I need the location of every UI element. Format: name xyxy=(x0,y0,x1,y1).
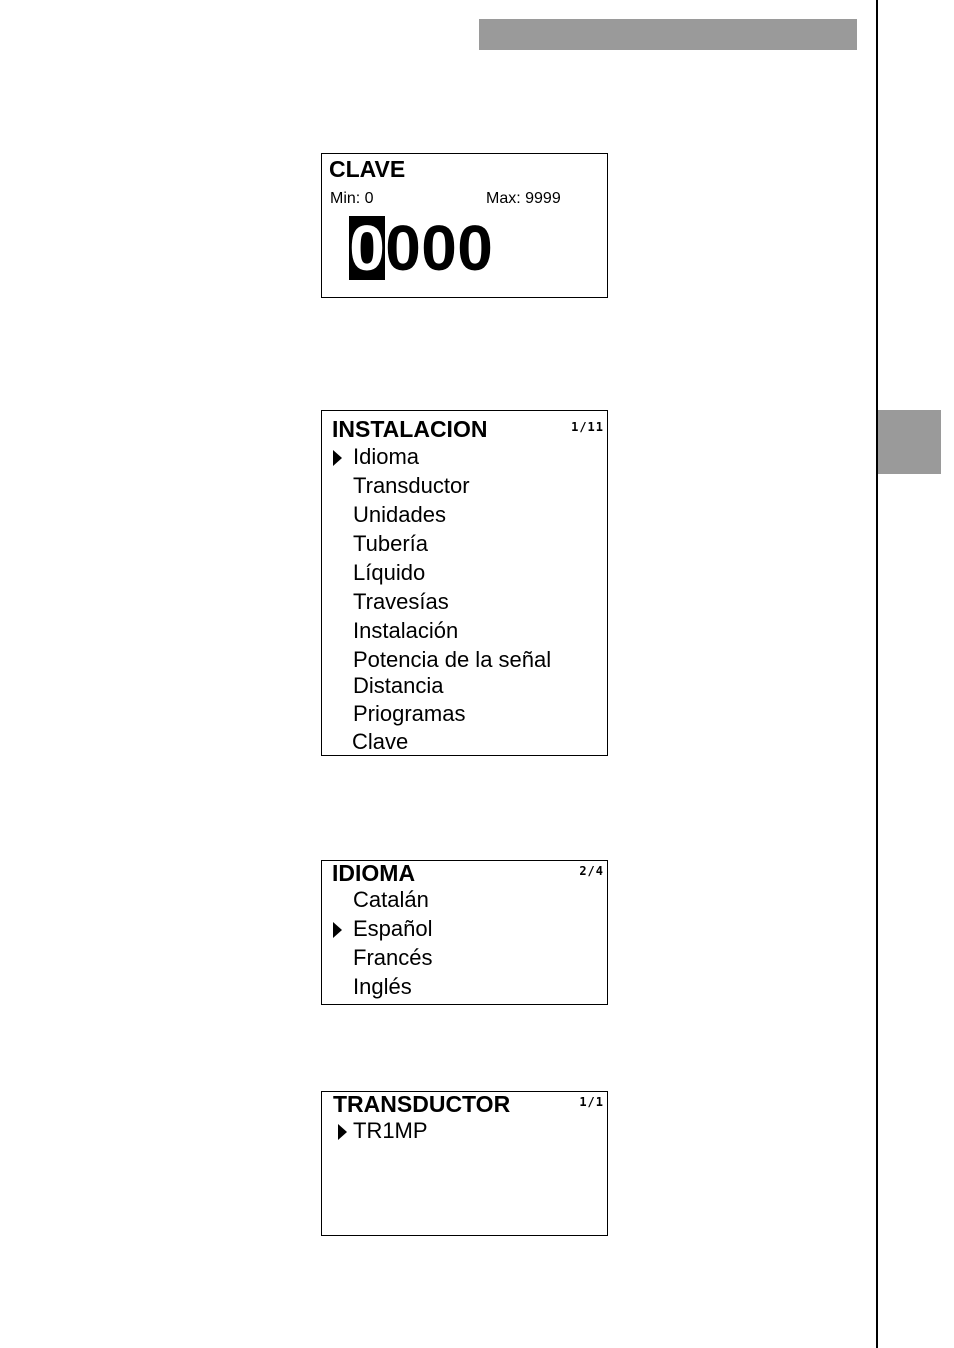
transductor-screen xyxy=(321,1091,608,1236)
instalacion-screen xyxy=(321,410,608,756)
menu-item-tuberia[interactable]: Tubería xyxy=(353,531,429,556)
clave-digit-3[interactable]: 0 xyxy=(421,212,457,284)
idioma-pager: 2/4 xyxy=(579,864,604,878)
idioma-title: IDIOMA xyxy=(332,860,416,886)
menu-item-instalacion[interactable]: Instalación xyxy=(353,618,459,643)
menu-item-transductor[interactable]: Transductor xyxy=(353,473,470,498)
selection-arrow-icon xyxy=(338,1124,347,1140)
idioma-screen xyxy=(321,860,608,1005)
clave-digit-1[interactable]: 0 xyxy=(349,212,385,284)
menu-item-distancia[interactable]: Distancia xyxy=(353,673,444,698)
menu-item-tr1mp[interactable]: TR1MP xyxy=(353,1118,428,1143)
menu-item-potencia[interactable]: Potencia de la señal xyxy=(353,647,552,672)
clave-digit-2[interactable]: 0 xyxy=(385,212,421,284)
menu-item-programas[interactable]: Priogramas xyxy=(353,701,466,726)
clave-digit-4[interactable]: 0 xyxy=(457,212,493,284)
menu-item-clave[interactable]: Clave xyxy=(352,729,409,754)
menu-item-espanol[interactable]: Español xyxy=(353,916,433,941)
clave-digits xyxy=(349,212,493,284)
selection-arrow-icon xyxy=(333,450,342,466)
clave-title: CLAVE xyxy=(329,156,406,182)
section-tab xyxy=(878,410,941,474)
menu-item-idioma[interactable]: Idioma xyxy=(353,444,420,469)
clave-min-label: Min: 0 xyxy=(330,190,374,207)
clave-screen xyxy=(321,153,608,298)
transductor-pager: 1/1 xyxy=(579,1095,604,1109)
selection-arrow-icon xyxy=(333,922,342,938)
instalacion-title: INSTALACION xyxy=(332,416,488,442)
menu-item-frances[interactable]: Francés xyxy=(353,945,433,970)
transductor-title: TRANSDUCTOR xyxy=(333,1091,511,1117)
menu-item-liquido[interactable]: Líquido xyxy=(353,560,426,585)
menu-item-travesias[interactable]: Travesías xyxy=(353,589,449,614)
page-edge-rule xyxy=(876,0,878,1348)
menu-item-catalan[interactable]: Catalán xyxy=(353,887,429,912)
header-bar xyxy=(479,19,857,50)
menu-item-unidades[interactable]: Unidades xyxy=(353,502,446,527)
instalacion-pager: 1/11 xyxy=(571,420,604,434)
menu-item-ingles[interactable]: Inglés xyxy=(353,974,412,999)
clave-max-label: Max: 9999 xyxy=(486,190,561,207)
